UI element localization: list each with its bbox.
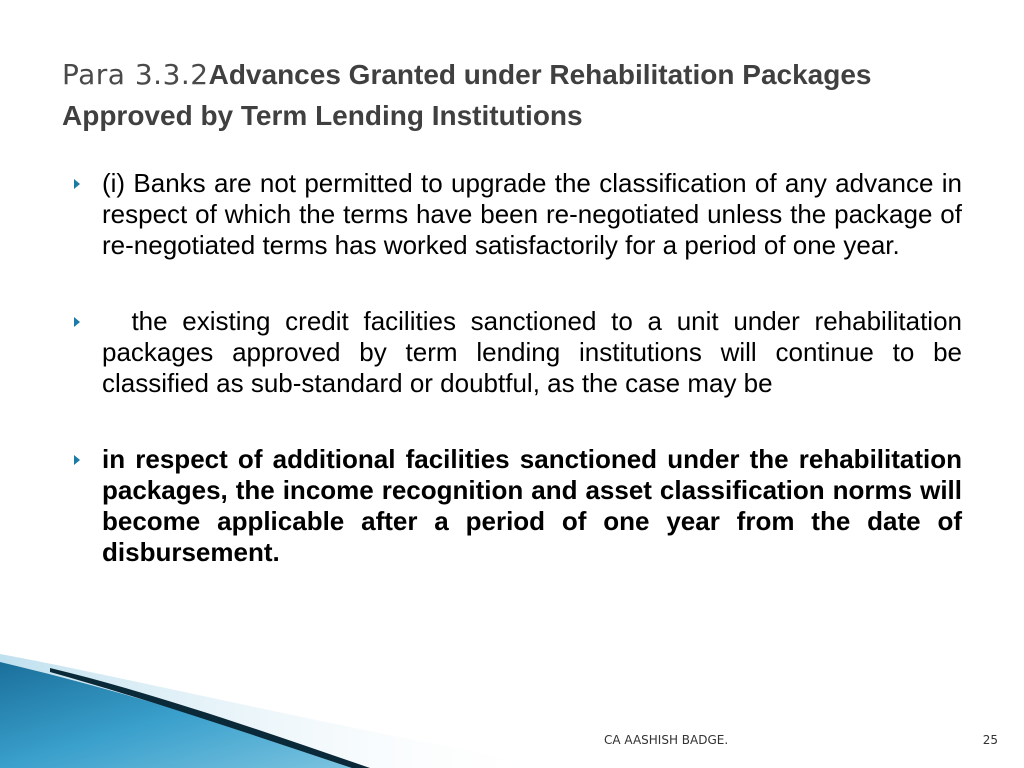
bullet-arrow-icon (74, 179, 80, 189)
page-number: 25 (982, 733, 998, 747)
bullet-arrow-icon (74, 455, 80, 465)
slide-title (62, 54, 962, 136)
bullet-text: in respect of additional facilities sanctioned under the rehabilitation packages, the income recognition and asset classification norms will become applicable after a period of one year from the date of disbursement. (102, 444, 962, 567)
bullet-arrow-icon (74, 317, 80, 327)
bullet-text: (i) Banks are not permitted to upgrade the classification of any advance in respect of which the terms have been re-negotiated unless the package of re-negotiated terms has worked satisfactorily for a period of one year. (102, 168, 962, 260)
title-text: Advances Granted under Rehabilitation Packages Approved by Term Lending Institutions (62, 59, 872, 131)
bullet-text: the existing credit facilities sanctioned to a unit under rehabilitation packages approved by term lending institutions will continue to be classified as sub-standard or doubtful, as the case may be (102, 306, 962, 398)
bullet-list (74, 168, 962, 568)
footer-author: CA AASHISH BADGE. (604, 733, 729, 747)
decorative-wave (0, 640, 560, 768)
bullet-item-2 (74, 306, 962, 399)
bullet-item-1 (74, 168, 962, 261)
title-para-number: Para 3.3.2 (62, 58, 209, 91)
bullet-item-3 (74, 444, 962, 568)
